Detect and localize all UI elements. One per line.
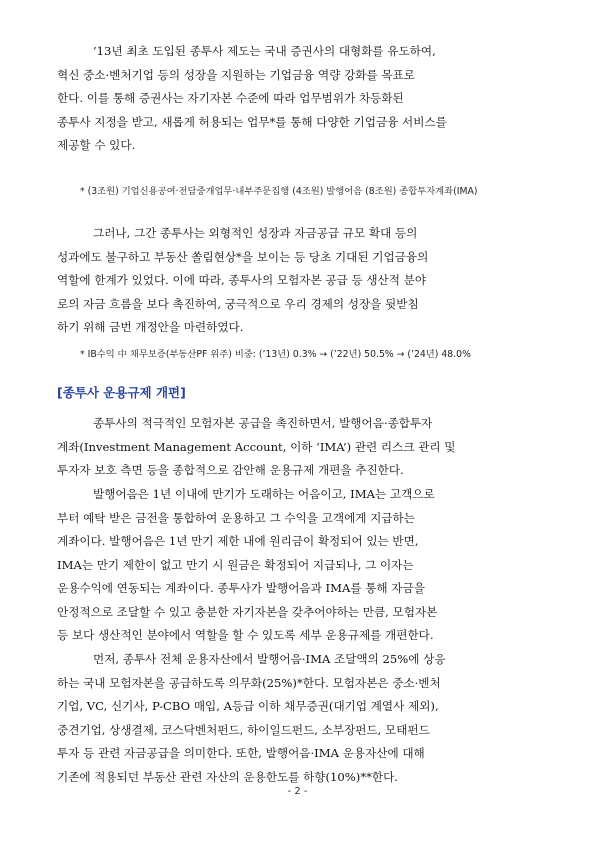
footnote-1: * (3조원) 기업신용공여·전담중개업무·내부주문집행 (4조원) 발행어음 (8조원) 종합투자계좌(IMA) — [80, 186, 478, 197]
paragraph-intro — [57, 40, 539, 158]
paragraph-line: 운용수익에 연동되는 계좌이다. 종투사가 발행어음과 IMA를 통해 자금을 — [57, 581, 425, 595]
paragraph-line: 등 보다 생산적인 분야에서 역할을 할 수 있도록 세부 운용규제를 개편한다. — [57, 628, 434, 642]
paragraph-line: 종투사 지정을 받고, 새롭게 허용되는 업무*를 통해 다양한 기업금융 서비스를 — [57, 114, 447, 129]
paragraph-line: 성과에도 불구하고 부동산 쏠림현상*을 보이는 등 당초 기대된 기업금융의 — [57, 249, 429, 264]
paragraph-line: 종투사의 적극적인 모험자본 공급을 촉진하면서, 발행어음·종합투자 — [93, 416, 433, 430]
paragraph-line: 먼저, 종투사 전체 운용자산에서 발행어음·IMA 조달액의 25%에 상응 — [93, 652, 446, 666]
paragraph-line: IMA는 만기 제한이 없고 만기 시 원금은 확정되어 지급되나, 그 이자는 — [57, 557, 414, 572]
paragraph-line: 역할에 한계가 있었다. 이에 따라, 종투사의 모험자본 공급 등 생산적 분야 — [57, 273, 427, 287]
section-heading: [종투사 운용규제 개편] — [57, 385, 186, 400]
paragraph-line: 혁신 중소·벤처기업 등의 성장을 지원하는 기업금융 역량 강화를 목표로 — [57, 67, 415, 82]
paragraph-line: 부터 예탁 받은 금전을 통합하여 운용하고 그 수익을 고객에게 지급하는 — [57, 510, 415, 525]
paragraph-however — [57, 222, 539, 340]
paragraph-line: 기업, VC, 신기사, P-CBO 매입, A등급 이하 채무증권(대기업 계열사 제외), — [57, 699, 439, 713]
paragraph-line: 안정적으로 조달할 수 있고 충분한 자기자본을 갖추어야하는 만큼, 모험자본 — [57, 604, 438, 619]
paragraph-obligation — [57, 648, 539, 789]
paragraph-line: 계좌(Investment Management Account, 이하 ‘IMA’) 관련 리스크 관리 및 — [57, 439, 456, 454]
paragraph-line: 그러나, 그간 종투사는 외형적인 성장과 자금공급 규모 확대 등의 — [93, 226, 418, 240]
footnote-2: * IB수익 中 채무보증(부동산PF 위주) 비중: (’13년) 0.3% → (’22년) 50.5% → (’24년) 48.0% — [80, 349, 471, 360]
paragraph-line: ’13년 최초 도입된 종투사 제도는 국내 증권사의 대형화를 유도하여, — [93, 44, 436, 58]
paragraph-line: 한다. 이를 통해 증권사는 자기자본 수준에 따라 업무범위가 차등화된 — [57, 91, 404, 105]
paragraph-line: 로의 자금 흐름을 보다 촉진하여, 궁극적으로 우리 경제의 성장을 뒷받침 — [57, 296, 419, 311]
paragraph-definitions — [57, 483, 539, 648]
page-number: - 2 - — [287, 786, 308, 797]
paragraph-line: 투자자 보호 측면 등을 종합적으로 감안해 운용규제 개편을 추진한다. — [57, 463, 404, 477]
paragraph-line: 제공할 수 있다. — [57, 138, 136, 152]
paragraph-reform — [57, 412, 539, 483]
paragraph-line: 하는 국내 모험자본을 공급하도록 의무화(25%)*한다. 모험자본은 중소·벤처 — [57, 675, 441, 690]
paragraph-line: 투자 등 관련 자금공급을 의미한다. 또한, 발행어음·IMA 운용자산에 대해 — [57, 746, 425, 760]
paragraph-line: 기존에 적용되던 부동산 관련 자산의 운용한도를 하향(10%)**한다. — [57, 769, 398, 784]
paragraph-line: 하기 위해 금번 개정안을 마련하였다. — [57, 320, 244, 334]
paragraph-line: 발행어음은 1년 이내에 만기가 도래하는 어음이고, IMA는 고객으로 — [93, 487, 435, 501]
paragraph-line: 중견기업, 상생결제, 코스닥벤처펀드, 하이일드펀드, 소부장펀드, 모태펀드 — [57, 722, 430, 737]
paragraph-line: 계좌이다. 발행어음은 1년 만기 제한 내에 원리금이 확정되어 있는 반면, — [57, 534, 419, 548]
